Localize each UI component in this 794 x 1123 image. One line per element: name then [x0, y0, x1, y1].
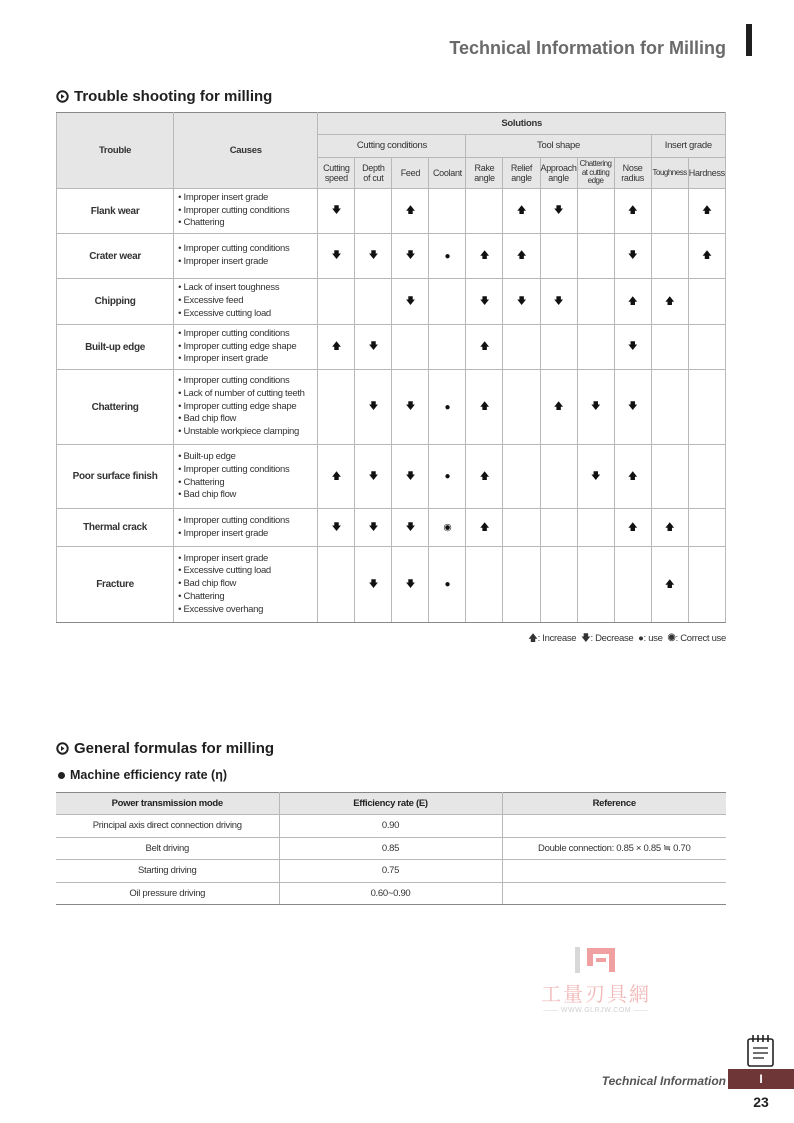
- header-column-line: Chattering: [579, 159, 612, 169]
- solution-up-icon: 🡅: [688, 234, 725, 279]
- header-column-line: speed: [324, 173, 348, 183]
- header-column: [688, 158, 725, 189]
- header-column: [429, 158, 466, 189]
- header-column-line: Nose: [622, 162, 643, 173]
- causes-cell: [174, 325, 318, 370]
- efficiency-cell: 0.60~0.90: [279, 882, 502, 905]
- solution-cell: [466, 189, 503, 234]
- cause-item: • Excessive feed: [178, 295, 317, 308]
- cause-item: • Lack of number of cutting teeth: [178, 388, 317, 401]
- efficiency-cell: 0.75: [279, 860, 502, 883]
- section-title-text: General formulas for milling: [74, 740, 275, 757]
- solution-use-icon: ●: [429, 370, 466, 445]
- table-row: [57, 189, 726, 234]
- header-column-line: radius: [621, 173, 644, 183]
- solution-cell: [577, 234, 614, 279]
- solution-down-icon: 🡇: [614, 325, 651, 370]
- header-column: [577, 158, 614, 189]
- solution-cell: [540, 547, 577, 623]
- solution-down-icon: 🡇: [355, 445, 392, 509]
- causes-cell: [174, 370, 318, 445]
- eff-header-rate: Efficiency rate (E): [279, 793, 502, 815]
- solution-cell: [614, 547, 651, 623]
- solution-up-icon: 🡅: [503, 189, 540, 234]
- bullet-icon: [58, 772, 65, 779]
- solution-cell: [503, 325, 540, 370]
- table-row: [56, 860, 726, 883]
- solution-cell: [688, 509, 725, 547]
- efficiency-cell: Double connection: 0.85 × 0.85 ≒ 0.70: [502, 837, 726, 860]
- cause-item: • Improper cutting conditions: [178, 243, 317, 256]
- solution-use-icon: ●: [429, 234, 466, 279]
- solution-cell: [318, 370, 355, 445]
- solution-cell: [577, 325, 614, 370]
- causes-cell: [174, 189, 318, 234]
- section-title-text: Trouble shooting for milling: [74, 88, 273, 105]
- trouble-cell: Thermal crack: [57, 509, 174, 547]
- solution-up-icon: 🡅: [651, 547, 688, 623]
- solution-down-icon: 🡇: [392, 509, 429, 547]
- cause-item: • Bad chip flow: [178, 578, 317, 591]
- solution-up-icon: 🡅: [651, 279, 688, 325]
- cause-item: • Improper insert grade: [178, 528, 317, 541]
- efficiency-cell: Belt driving: [56, 837, 279, 860]
- header-column-line: Feed: [400, 167, 421, 178]
- solution-cell: [651, 370, 688, 445]
- solution-cell: [688, 325, 725, 370]
- header-bar: [746, 24, 752, 56]
- table-row: [57, 509, 726, 547]
- solution-cell: [540, 445, 577, 509]
- solution-up-icon: 🡅: [318, 445, 355, 509]
- legend-use-icon: ●: [638, 633, 644, 644]
- solution-cell: [503, 547, 540, 623]
- header-solutions: Solutions: [318, 113, 726, 135]
- solution-up-icon: 🡅: [466, 509, 503, 547]
- page-header-title: Technical Information for Milling: [449, 38, 726, 58]
- solution-cell: [577, 279, 614, 325]
- table-row: [57, 370, 726, 445]
- solution-cell: [429, 279, 466, 325]
- solution-cell: [688, 445, 725, 509]
- solution-cell: [503, 445, 540, 509]
- solution-down-icon: 🡇: [318, 509, 355, 547]
- table-row: [57, 445, 726, 509]
- solution-up-icon: 🡅: [466, 325, 503, 370]
- solution-down-icon: 🡇: [392, 547, 429, 623]
- solution-cell: [651, 445, 688, 509]
- header-column-line: Coolant: [432, 167, 462, 178]
- solution-cell: [577, 509, 614, 547]
- efficiency-cell: Principal axis direct connection driving: [56, 815, 279, 838]
- solution-cell: [651, 189, 688, 234]
- solution-up-icon: 🡅: [688, 189, 725, 234]
- cause-item: • Improper cutting conditions: [178, 375, 317, 388]
- legend-correct-icon: ◉: [667, 633, 676, 644]
- trouble-cell: Chattering: [57, 370, 174, 445]
- cause-item: • Chattering: [178, 591, 317, 604]
- efficiency-cell: [502, 882, 726, 905]
- solution-cell: [577, 189, 614, 234]
- efficiency-table: [56, 792, 726, 905]
- solution-down-icon: 🡇: [355, 547, 392, 623]
- notebook-icon: [746, 1034, 776, 1068]
- solution-cell: [540, 234, 577, 279]
- cause-item: • Improper insert grade: [178, 353, 317, 366]
- causes-cell: [174, 547, 318, 623]
- solution-up-icon: 🡅: [651, 509, 688, 547]
- solution-cell: [688, 547, 725, 623]
- solution-cell: [651, 234, 688, 279]
- header-column-line: edge: [587, 176, 604, 186]
- header-column-line: Approach: [540, 162, 577, 173]
- header-column-line: Rake: [474, 162, 495, 173]
- solution-cell: [503, 370, 540, 445]
- trouble-cell: Crater wear: [57, 234, 174, 279]
- solution-use-icon: ●: [429, 445, 466, 509]
- solution-down-icon: 🡇: [392, 234, 429, 279]
- watermark-logo-icon: [571, 944, 621, 976]
- solution-down-icon: 🡇: [355, 325, 392, 370]
- solution-down-icon: 🡇: [355, 509, 392, 547]
- solution-up-icon: 🡅: [466, 445, 503, 509]
- header-column: [503, 158, 540, 189]
- solution-up-icon: 🡅: [318, 325, 355, 370]
- legend-use-label: : use: [643, 633, 663, 644]
- header-column: [651, 158, 688, 189]
- solution-down-icon: 🡇: [355, 234, 392, 279]
- circle-arrow-icon: [56, 742, 69, 755]
- solution-cell: [392, 325, 429, 370]
- solution-down-icon: 🡇: [318, 234, 355, 279]
- solution-cell: [540, 325, 577, 370]
- header-column-line: Hardness: [688, 167, 725, 178]
- solution-down-icon: 🡇: [466, 279, 503, 325]
- cause-item: • Built-up edge: [178, 451, 317, 464]
- table-row: [57, 547, 726, 623]
- cause-item: • Lack of insert toughness: [178, 282, 317, 295]
- solution-correct-icon: ◉: [429, 509, 466, 547]
- solution-cell: [688, 279, 725, 325]
- header-trouble: Trouble: [57, 113, 174, 189]
- header-column-line: Cutting: [323, 162, 350, 173]
- table-row: [57, 234, 726, 279]
- cause-item: • Excessive cutting load: [178, 565, 317, 578]
- footer-label: Technical Information: [601, 1074, 726, 1088]
- header-group-tool-shape: Tool shape: [466, 135, 651, 158]
- cause-item: • Chattering: [178, 477, 317, 490]
- header-column: [540, 158, 577, 189]
- table-row: [57, 325, 726, 370]
- cause-item: • Unstable workpiece clamping: [178, 426, 317, 439]
- cause-item: • Improper insert grade: [178, 553, 317, 566]
- cause-item: • Bad chip flow: [178, 413, 317, 426]
- trouble-cell: Chipping: [57, 279, 174, 325]
- solution-cell: [318, 547, 355, 623]
- solution-cell: [540, 509, 577, 547]
- header-causes: Causes: [174, 113, 318, 189]
- cause-item: • Bad chip flow: [178, 489, 317, 502]
- cause-item: • Improper cutting conditions: [178, 464, 317, 477]
- legend-decrease-icon: 🡇: [580, 633, 591, 644]
- legend-decrease-label: : Decrease: [590, 633, 634, 644]
- table-row: [56, 837, 726, 860]
- header-column: [355, 158, 392, 189]
- efficiency-cell: [502, 815, 726, 838]
- cause-item: • Improper cutting conditions: [178, 205, 317, 218]
- solution-cell: [318, 279, 355, 325]
- eff-header-mode: Power transmission mode: [56, 793, 279, 815]
- eff-header-reference: Reference: [502, 793, 726, 815]
- solution-down-icon: 🡇: [614, 234, 651, 279]
- solution-up-icon: 🡅: [614, 445, 651, 509]
- symbol-legend: [470, 631, 726, 647]
- header-column: [392, 158, 429, 189]
- solution-cell: [466, 547, 503, 623]
- header-column: [466, 158, 503, 189]
- legend-increase-label: : Increase: [537, 633, 577, 644]
- solution-up-icon: 🡅: [503, 234, 540, 279]
- efficiency-cell: [502, 860, 726, 883]
- solution-down-icon: 🡇: [540, 279, 577, 325]
- trouble-cell: Flank wear: [57, 189, 174, 234]
- header-column-line: of cut: [363, 173, 384, 183]
- efficiency-cell: 0.90: [279, 815, 502, 838]
- solution-cell: [651, 325, 688, 370]
- solution-up-icon: 🡅: [466, 234, 503, 279]
- section-title-general-formulas: [56, 740, 274, 757]
- solution-cell: [577, 547, 614, 623]
- solution-down-icon: 🡇: [577, 370, 614, 445]
- watermark-url: —— WWW.GLRJW.COM ——: [543, 1007, 649, 1014]
- efficiency-cell: Oil pressure driving: [56, 882, 279, 905]
- header-column-line: angle: [548, 173, 569, 183]
- solution-cell: [429, 325, 466, 370]
- causes-cell: [174, 445, 318, 509]
- solution-down-icon: 🡇: [540, 189, 577, 234]
- solution-up-icon: 🡅: [466, 370, 503, 445]
- trouble-cell: Built-up edge: [57, 325, 174, 370]
- solution-down-icon: 🡇: [392, 445, 429, 509]
- causes-cell: [174, 234, 318, 279]
- causes-cell: [174, 279, 318, 325]
- header-column-line: angle: [511, 173, 532, 183]
- page-number: 23: [753, 1094, 769, 1110]
- solution-down-icon: 🡇: [503, 279, 540, 325]
- cause-item: • Improper cutting edge shape: [178, 341, 317, 354]
- cause-item: • Improper cutting conditions: [178, 328, 317, 341]
- subsection-title-text: Machine efficiency rate (η): [70, 768, 227, 782]
- solution-down-icon: 🡇: [392, 279, 429, 325]
- causes-cell: [174, 509, 318, 547]
- cause-item: • Improper cutting conditions: [178, 515, 317, 528]
- cause-item: • Excessive cutting load: [178, 308, 317, 321]
- cause-item: • Excessive overhang: [178, 604, 317, 617]
- solution-up-icon: 🡅: [540, 370, 577, 445]
- solution-down-icon: 🡇: [577, 445, 614, 509]
- solution-cell: [429, 189, 466, 234]
- header-column-line: at cutting: [581, 167, 610, 177]
- cause-item: • Improper insert grade: [178, 192, 317, 205]
- legend-increase-icon: 🡅: [528, 633, 538, 644]
- section-title-trouble-shooting: [56, 88, 272, 105]
- trouble-shooting-table: [56, 112, 726, 623]
- efficiency-cell: 0.85: [279, 837, 502, 860]
- solution-cell: [355, 189, 392, 234]
- solution-up-icon: 🡅: [614, 509, 651, 547]
- header-column: [318, 158, 355, 189]
- solution-cell: [688, 370, 725, 445]
- watermark-text: 工量刃具網: [541, 982, 651, 1006]
- solution-down-icon: 🡇: [318, 189, 355, 234]
- solution-use-icon: ●: [429, 547, 466, 623]
- watermark: [528, 944, 664, 1014]
- subsection-title-efficiency: [58, 768, 227, 782]
- solution-up-icon: 🡅: [614, 279, 651, 325]
- cause-item: • Improper cutting edge shape: [178, 401, 317, 414]
- solution-cell: [503, 509, 540, 547]
- solution-cell: [355, 279, 392, 325]
- solution-up-icon: 🡅: [392, 189, 429, 234]
- solution-down-icon: 🡇: [614, 370, 651, 445]
- cause-item: • Chattering: [178, 217, 317, 230]
- header-group-cutting-conditions: Cutting conditions: [318, 135, 466, 158]
- trouble-cell: Fracture: [57, 547, 174, 623]
- header-column-line: Depth: [362, 162, 385, 173]
- table-row: [57, 279, 726, 325]
- cause-item: • Improper insert grade: [178, 256, 317, 269]
- solution-down-icon: 🡇: [392, 370, 429, 445]
- circle-arrow-icon: [56, 90, 69, 103]
- header-group-insert-grade: Insert grade: [651, 135, 725, 158]
- footer-section-tab: I: [728, 1069, 794, 1089]
- header-column-line: Relief: [510, 162, 533, 173]
- table-row: [56, 882, 726, 905]
- trouble-cell: Poor surface finish: [57, 445, 174, 509]
- legend-correct-label: : Correct use: [675, 633, 726, 644]
- header-column: [614, 158, 651, 189]
- solution-up-icon: 🡅: [614, 189, 651, 234]
- header-column-line: Toughness: [652, 167, 687, 177]
- solution-down-icon: 🡇: [355, 370, 392, 445]
- table-row: [56, 815, 726, 838]
- header-column-line: angle: [474, 173, 495, 183]
- efficiency-cell: Starting driving: [56, 860, 279, 883]
